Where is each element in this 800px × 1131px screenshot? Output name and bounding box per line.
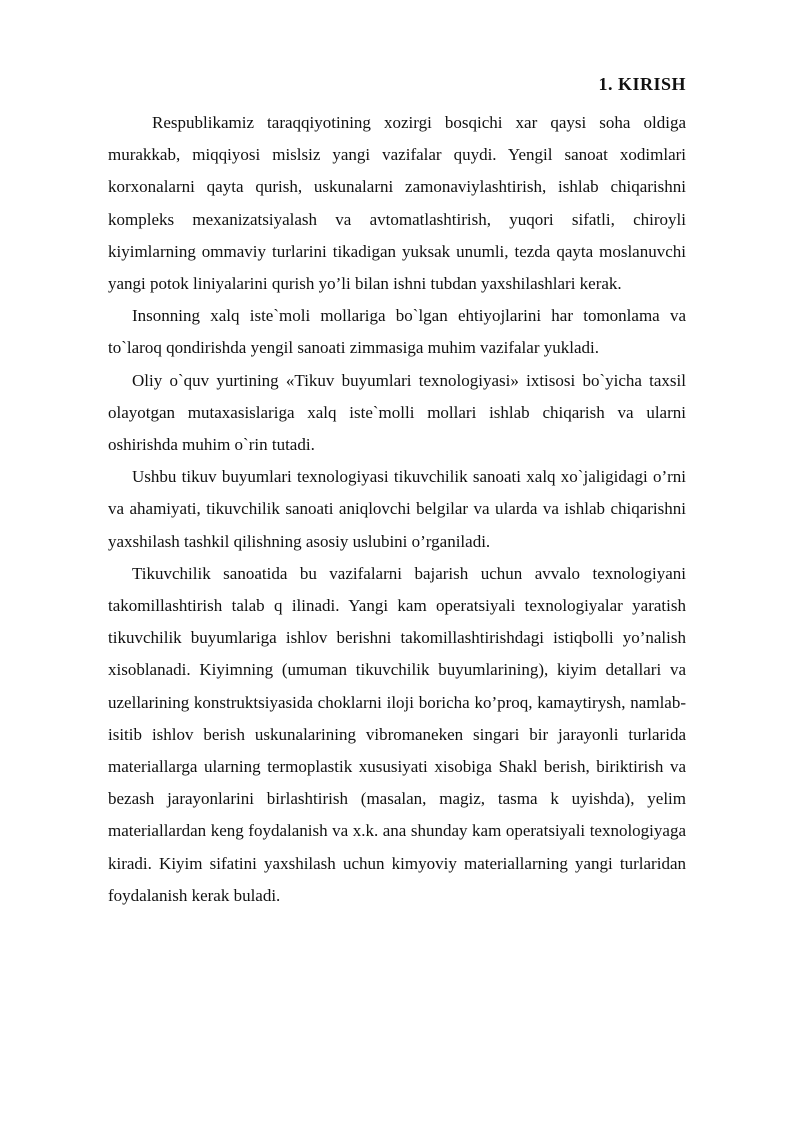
paragraph-needs: Insonning xalq iste`moli mollariga bo`lgan ehtiyojlarini har tomonlama va to`laroq qondirishda yengil sanoati zimmasiga muhim vazifalar yukladi. — [108, 306, 686, 358]
paragraph-industry-tasks: Tikuvchilik sanoatida bu vazifalarni bajarish uchun avvalo texnologiyani takomillashtirish talab q ilinadi. Yangi kam operatsiyali texnologiyalar yaratish tikuvchilik buyumlariga ishlov berishni takomillashtirishdagi istiqbolli yo’nalish xisoblanadi. Kiyimning (umuman tikuvchilik buyumlarining), kiyim detallari va uzellarining konstruktsiyasida choklarni iloji boricha ko’proq, kamaytirysh, namlab-isitib ishlov berish uskunalarining vibromaneken singari bir jarayonli turlarida materiallarga ularning termoplastik xususiyati xisobiga Shakl berish, biriktirish va bezash jarayonlarini birlashtirish (masalan, magiz, tasma k uyishda), yelim materiallardan keng foydalanish va x.k. ana shunday kam operatsiyali texnologiyaga kiradi. Kiyim sifatini yaxshilash uchun kimyoviy materiallarning yangi turlaridan foydalanish kerak buladi. — [108, 563, 686, 905]
document-body — [108, 107, 686, 912]
paragraph-intro: Respublikamiz taraqqiyotining xozirgi bosqichi xar qaysi soha oldiga murakkab, miqqiyosi mislsiz yangi vazifalar quydi. Yengil sanoat xodimlari korxonalarni qayta qurish, uskunalarni zamonaviylashtirish, ishlab chiqarishni kompleks mexanizatsiyalash va avtomatlashtirish, yuqori sifatli, chiroyli kiyimlarning ommaviy turlarini tikadigan yuksak unumli, tezda qayta moslanuvchi yangi potok liniyalarini qurish yo’li bilan ishni tubdan yaxshilashlari kerak. — [108, 113, 686, 294]
paragraph-specialty: Oliy o`quv yurtining «Tikuv buyumlari texnologiyasi» ixtisosi bo`yicha taxsil olayotgan mutaxasislariga xalq iste`molli mollari ishlab chiqarish va ularni oshirishda muhim o`rin tutadi. — [108, 370, 686, 455]
section-heading: 1. KIRISH — [598, 74, 686, 94]
paragraph-technology: Ushbu tikuv buyumlari texnologiyasi tikuvchilik sanoati xalq xo`jaligidagi o’rni va ahamiyati, tikuvchilik sanoati aniqlovchi belgilar va ularda va ishlab chiqarishni yaxshilash tashkil qilishning asosiy uslubini o’rganiladi. — [108, 467, 686, 551]
